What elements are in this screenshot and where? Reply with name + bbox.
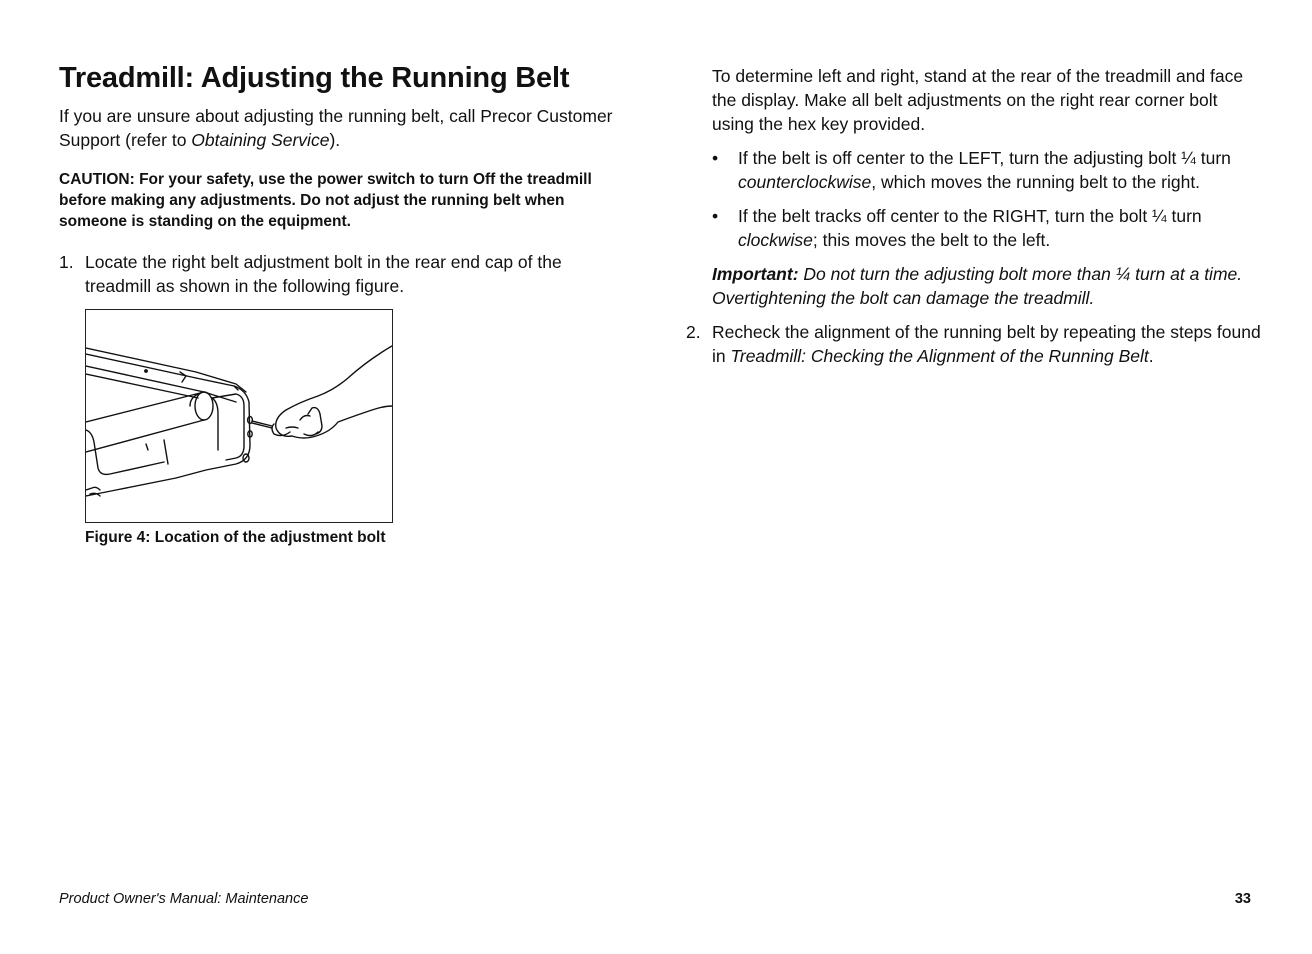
list-item [712,204,1261,252]
step-text [712,320,1261,368]
footer-manual-title: Product Owner's Manual: Maintenance [59,891,309,907]
intro-paragraph [59,104,619,152]
cross-reference: Treadmill: Checking the Alignment of the Running Belt [730,346,1149,366]
right-column [686,64,1261,368]
important-note [712,262,1261,310]
direction-term: counterclockwise [738,172,872,192]
bullet-text-end: , which moves the running belt to the right. [871,172,1201,192]
bullet-marker: • [712,206,719,226]
important-label: Important: [712,264,799,284]
caution-notice: CAUTION: For your safety, use the power switch to turn Off the treadmill before making any adjustments. Do not adjust the running belt when someone is standing on the equipment. [59,171,592,230]
page-title: Treadmill: Adjusting the Running Belt [59,62,570,94]
step-text-start: Recheck the alignment of the running belt by repeating the steps found in [712,322,1261,366]
left-right-explanation: To determine left and right, stand at the rear of the treadmill and face the display. Make all belt adjustments on the right rear corner bolt using the hex key provided. [712,66,1244,134]
bullet-marker: • [712,148,719,168]
important-text: Do not turn the adjusting bolt more than ¼ turn at a time. Overtightening the bolt can damage the treadmill. [712,264,1243,308]
bullet-text-end: ; this moves the belt to the left. [812,230,1051,250]
bullet-text [738,204,1261,252]
obtaining-service-reference: Obtaining Service [191,130,330,150]
direction-term: clockwise [738,230,813,250]
step-text-end: . [1148,346,1154,366]
step-number: 2. [686,322,701,342]
treadmill-end-cap-illustration [86,310,392,522]
adjustment-bolt-figure [85,309,393,523]
figure-caption: Figure 4: Location of the adjustment bolt [85,529,386,546]
adjustment-bullet-list [712,146,1261,252]
step-2 [686,320,1261,368]
page-number: 33 [1234,891,1251,907]
bullet-text-start: If the belt is off center to the LEFT, turn the adjusting bolt ¼ turn [738,148,1231,168]
step-number: 1. [59,252,74,272]
bullet-text [738,146,1261,194]
intro-text: If you are unsure about adjusting the running belt, call Precor Customer Support (refer to [59,106,613,150]
list-item [712,146,1261,194]
bullet-text-start: If the belt tracks off center to the RIGHT, turn the bolt ¼ turn [738,206,1202,226]
step-text: Locate the right belt adjustment bolt in the rear end cap of the treadmill as shown in the following figure. [85,252,562,296]
intro-text-end: ). [329,130,341,150]
left-column [59,58,619,549]
step-1 [59,250,619,298]
